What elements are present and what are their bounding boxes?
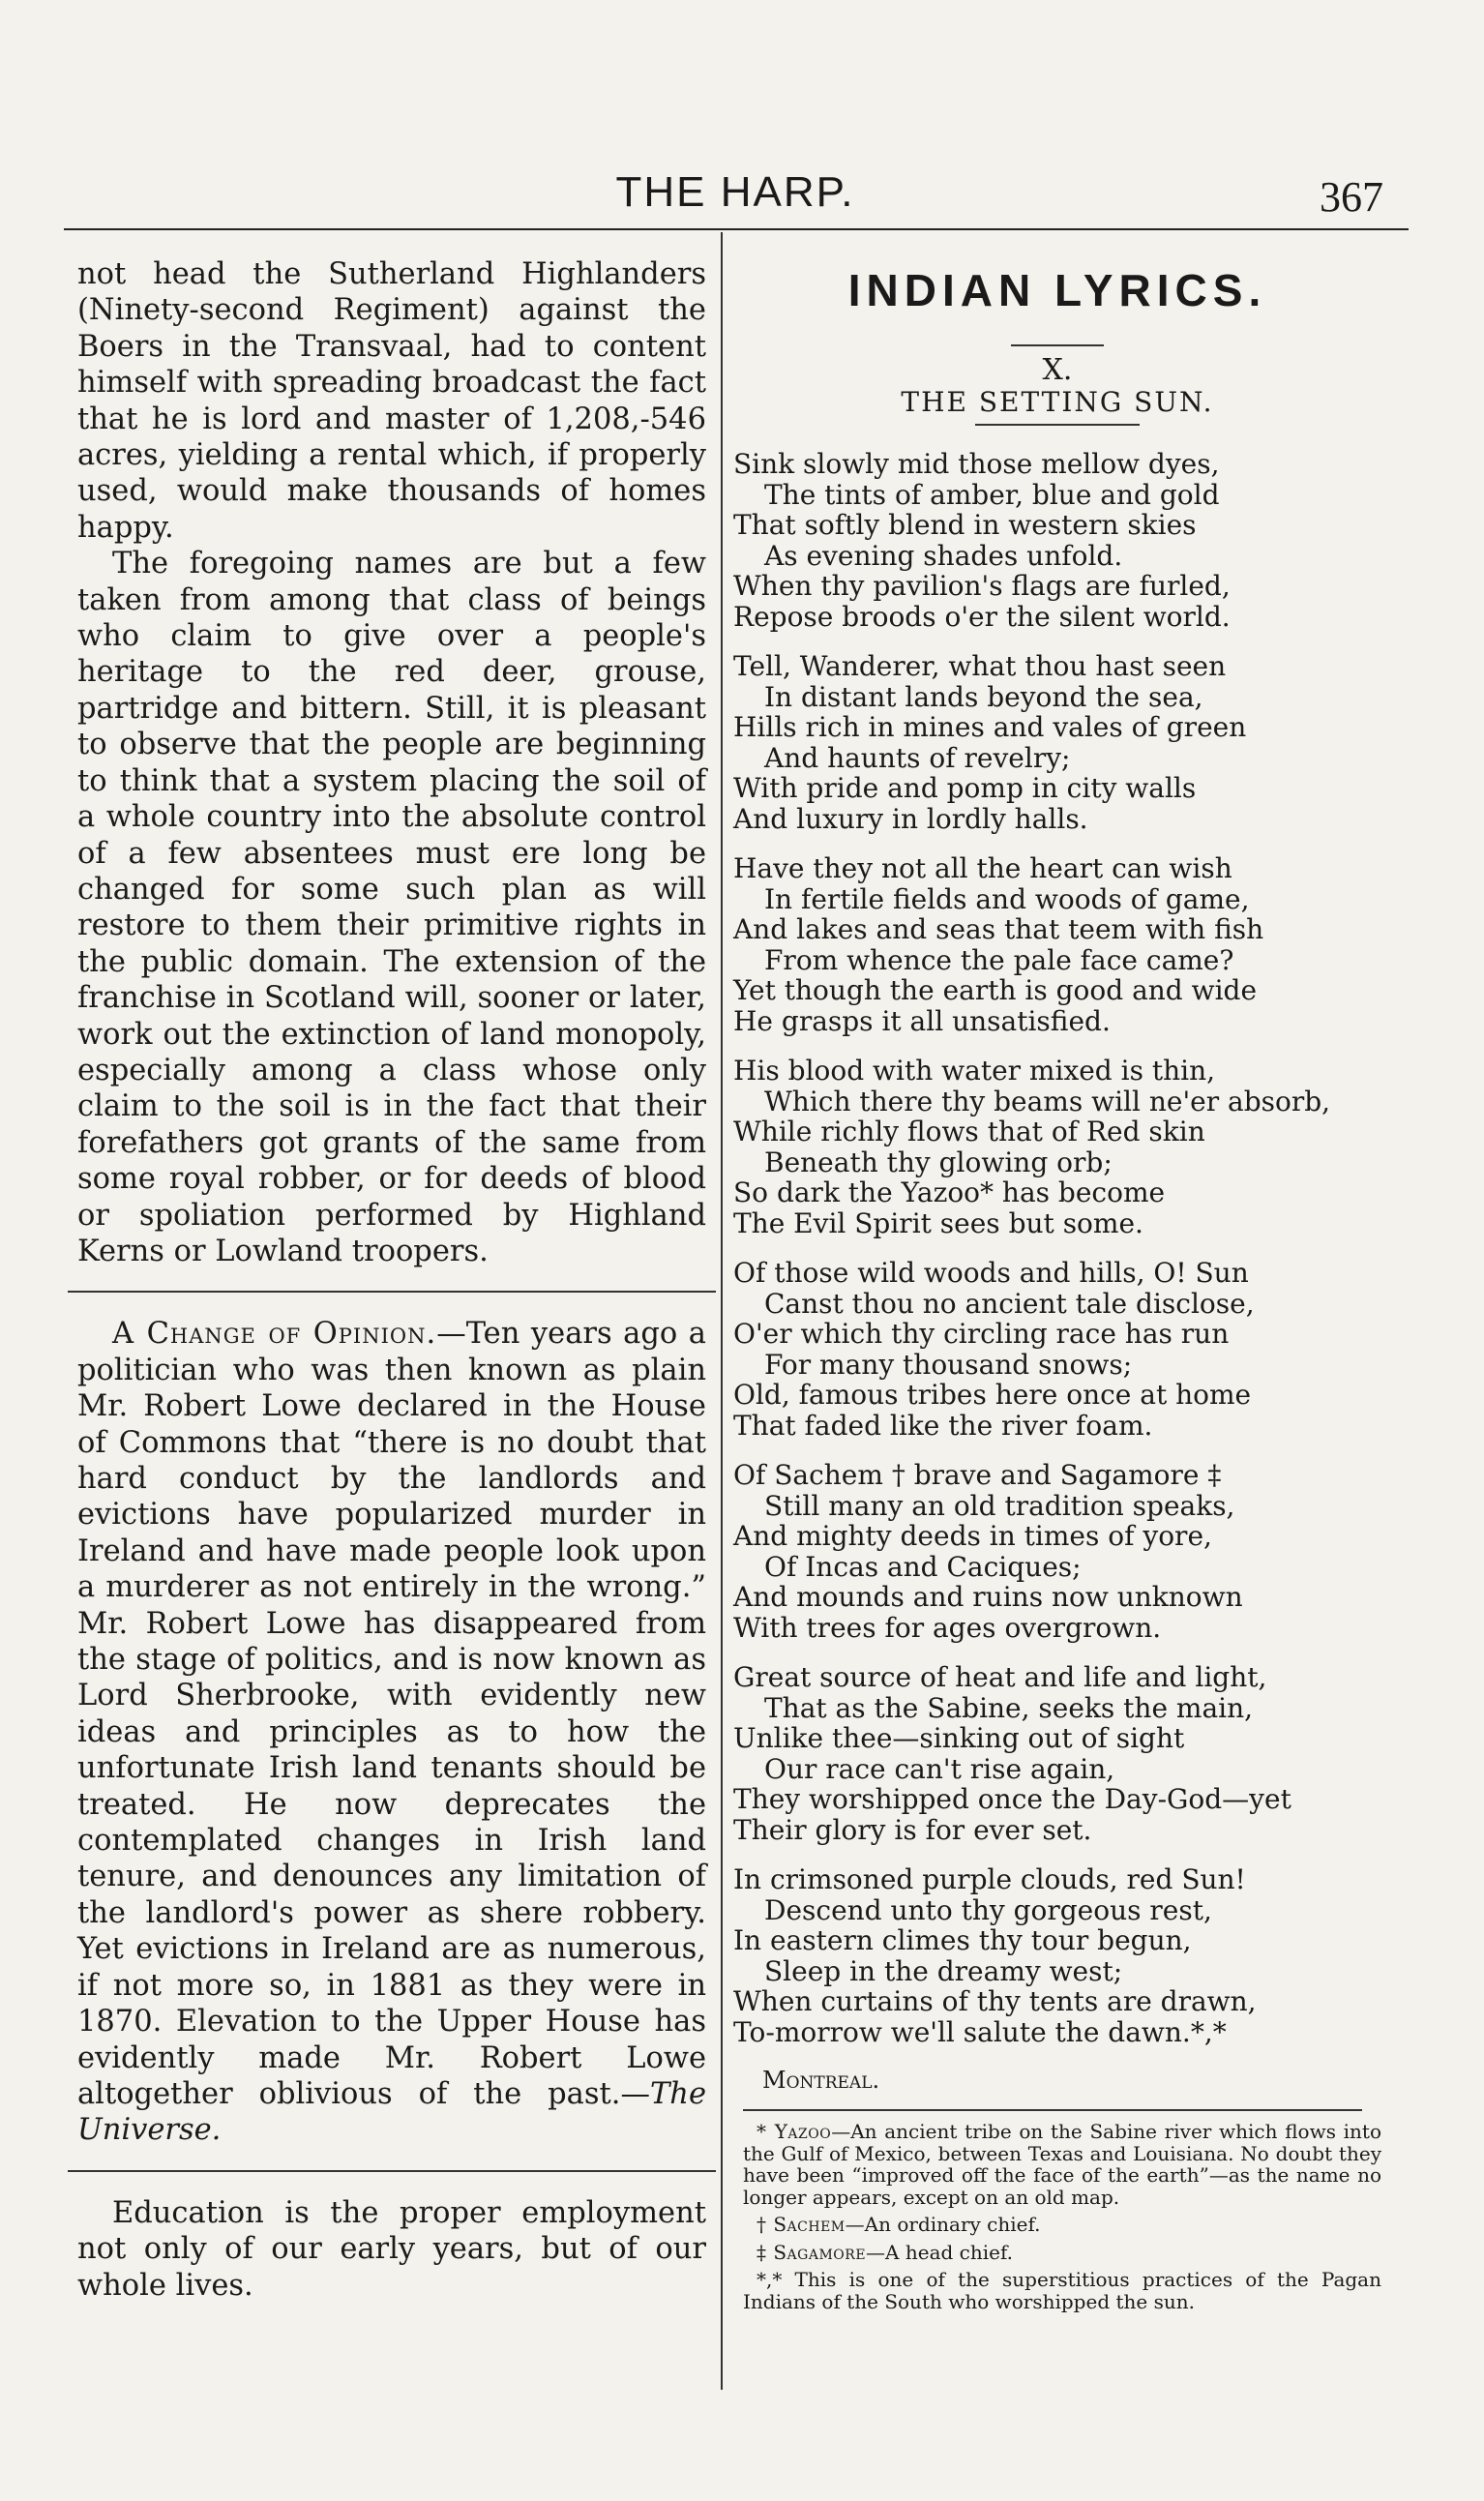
footnote-yazoo [743, 2121, 1381, 2208]
poem-line: That as the Sabine, seeks the main, [764, 1691, 1254, 1724]
education-paragraph: Education is the proper employment not only of our early years, but of our whole lives. [77, 2195, 706, 2303]
poem-line: And lakes and seas that teem with fish [733, 913, 1264, 945]
poem-stanza [733, 449, 1381, 632]
poem-line: Beneath thy glowing orb; [764, 1146, 1113, 1178]
poem-line: Our race can't rise again, [764, 1752, 1115, 1785]
poem-line: Hills rich in mines and vales of green [733, 711, 1247, 743]
poem-line: The Evil Spirit sees but some. [733, 1206, 1143, 1239]
poem-line: When curtains of thy tents are drawn, [733, 1985, 1257, 2017]
page-header [68, 163, 1403, 221]
poem-line: With trees for ages overgrown. [733, 1611, 1162, 1644]
poem-line: And mounds and ruins now unknown [733, 1581, 1243, 1613]
poem-line: Descend unto thy gorgeous rest, [764, 1893, 1212, 1926]
poem-line: From whence the pale face came? [764, 943, 1234, 976]
poem-line: And haunts of revelry; [764, 741, 1071, 774]
poem-line: His blood with water mixed is thin, [733, 1055, 1216, 1087]
foregoing-paragraph: The foregoing names are but a few taken from among that class of beings who claim to give over a people's heritage to the red deer, grouse, partridge and bittern. Still, it is pleasant to observe that the people are beginning to think that a system placing the soil of a whole country into the absolute control of a few absentees must ere long be changed for some such plan as will restore to them their primitive rights in the public domain. The extension of the franchise in Scotland will, sooner or later, work out the extinction of land monopoly, especially among a class whose only claim to the soil is in the fact that their forefathers got grants of the same from some royal robber, or for deeds of blood or spoliation performed by Highland Kerns or Lowland troopers. [77, 547, 706, 1268]
footnote-sachem-text: —An ordinary chief. [845, 2213, 1041, 2236]
poem-line: Great source of heat and life and light, [733, 1661, 1267, 1693]
footnote-rule [743, 2109, 1362, 2111]
header-rule [64, 228, 1409, 230]
poem-stanza [733, 853, 1381, 1036]
poem-signature: Montreal. [762, 2067, 880, 2094]
right-column [733, 261, 1381, 2318]
poem-line: When thy pavilion's flags are furled, [733, 570, 1231, 602]
poem-line: He grasps it all unsatisfied. [733, 1004, 1111, 1037]
poem-line: O'er which thy circling race has run [733, 1318, 1230, 1350]
poem-line: Repose broods o'er the silent world. [733, 600, 1231, 633]
continued-paragraph: not head the Sutherland Highlanders (Ninety-second Regiment) against the Boers in the Transvaal, had to content himself with spreading broadcast the fact that he is lord and master of 1,208,-546 acres, yielding a rental which, if properly used, would make thousands of homes happy. [77, 257, 706, 545]
poem-body [733, 449, 1381, 2047]
footnote-yazoo-label: * Yazoo [757, 2120, 832, 2143]
poem-line: Of Sachem † brave and Sagamore ‡ [733, 1459, 1222, 1491]
poem-line: With pride and pomp in city walls [733, 772, 1197, 804]
poem-line: Have they not all the heart can wish [733, 852, 1232, 884]
poem-line: Of those wild woods and hills, O! Sun [733, 1257, 1249, 1289]
change-of-opinion-source: The Universe. [77, 2076, 706, 2148]
footnote-sagamore-label: ‡ Sagamore [757, 2240, 867, 2264]
poem-line: Sink slowly mid those mellow dyes, [733, 448, 1220, 480]
poem-numeral: X. [1042, 353, 1073, 387]
poem-stanza [733, 1864, 1381, 2047]
poem-stanza [733, 1460, 1381, 1643]
footnote-superstition: *,* This is one of the superstitious practices of the Pagan Indians of the South who worshipped the sun. [743, 2268, 1381, 2313]
poem-line: For many thousand snows; [764, 1348, 1133, 1381]
article-divider-2 [68, 2170, 716, 2172]
poem-line: Unlike thee—sinking out of sight [733, 1722, 1185, 1754]
poem-line: The tints of amber, blue and gold [764, 478, 1220, 511]
footnote-sachem-label: † Sachem [757, 2213, 846, 2236]
poem-line: So dark the Yazoo* has become [733, 1176, 1166, 1208]
poem-line: Of Incas and Caciques; [764, 1550, 1082, 1583]
footnote-sagamore-text: —A head chief. [866, 2240, 1014, 2264]
poem-line: Which there thy beams will ne'er absorb, [764, 1085, 1331, 1117]
left-column [77, 256, 706, 2304]
poem-line: Still many an old tradition speaks, [764, 1489, 1235, 1522]
change-of-opinion-body: —Ten years ago a politician who was then known as plain Mr. Robert Lowe declared in the House of Commons that “there is no doubt that hard conduct by the landlords and evictions have popularized murder in Ireland and have made people look upon a murderer as not entirely in the wrong.” Mr. Robert Lowe has disappeared from the stage of politics, and is now known as Lord Sherbrooke, with evidently new ideas and principles as to how the unfortunate Irish land tenants should be treated. He now deprecates the contemplated changes in Irish land tenure, and denounces any limitation of the landlord's power as shere robbery. Yet evictions in Ireland are as numerous, if not more so, in 1881 as they were in 1870. Elevation to the Upper House has evidently made Mr. Robert Lowe altogether oblivious of the past.— [77, 1317, 706, 2111]
change-of-opinion-paragraph [77, 1316, 706, 2148]
poem-line: They worshipped once the Day-God—yet [733, 1783, 1291, 1815]
poem-line: In distant lands beyond the sea, [764, 680, 1203, 713]
poem-stanza [733, 1662, 1381, 1845]
poem-line: To-morrow we'll salute the dawn.*,* [733, 2015, 1227, 2048]
poem-line: Yet though the earth is good and wide [733, 974, 1258, 1006]
poem-line: Tell, Wanderer, what thou hast seen [733, 650, 1227, 682]
footnote-yazoo-text: —An ancient tribe on the Sabine river which flows into the Gulf of Mexico, between Texas and Louisiana. No doubt they have been “improved off the face of the earth”—as the name no longer appears, except on an old map. [743, 2120, 1382, 2209]
change-of-opinion-heading: A Change of Opinion. [112, 1317, 437, 1352]
poem-series-title: INDIAN LYRICS. [847, 265, 1267, 315]
article-divider [68, 1291, 716, 1293]
poem-stanza [733, 1056, 1381, 1238]
running-title: THE HARP. [615, 168, 855, 216]
poem-line: While richly flows that of Red skin [733, 1116, 1205, 1147]
poem-title: THE SETTING SUN. [901, 386, 1214, 418]
footnotes [733, 2121, 1381, 2312]
footnote-sachem [743, 2214, 1381, 2236]
poem-line: In crimsoned purple clouds, red Sun! [733, 1863, 1246, 1895]
poem-stanza [733, 1258, 1381, 1441]
poem-line: And luxury in lordly halls. [733, 802, 1088, 835]
poem-line: Old, famous tribes here once at home [733, 1379, 1252, 1411]
poem-line: That faded like the river foam. [733, 1409, 1153, 1442]
footnote-sagamore [743, 2242, 1381, 2264]
subtitle-rule [975, 424, 1140, 426]
poem-line: That softly blend in western skies [733, 509, 1197, 541]
poem-line: Canst thou no ancient tale disclose, [764, 1287, 1255, 1320]
title-rule [1011, 344, 1104, 346]
poem-line: In fertile fields and woods of game, [764, 882, 1250, 915]
page-number: 367 [1320, 173, 1383, 221]
column-divider [721, 232, 723, 2390]
poem-line: Their glory is for ever set. [733, 1813, 1092, 1846]
poem-line: Sleep in the dreamy west; [764, 1954, 1123, 1987]
poem-line: And mighty deeds in times of yore, [733, 1520, 1212, 1552]
poem-stanza [733, 651, 1381, 834]
poem-line: In eastern climes thy tour begun, [733, 1924, 1192, 1956]
poem-line: As evening shades unfold. [764, 539, 1123, 572]
